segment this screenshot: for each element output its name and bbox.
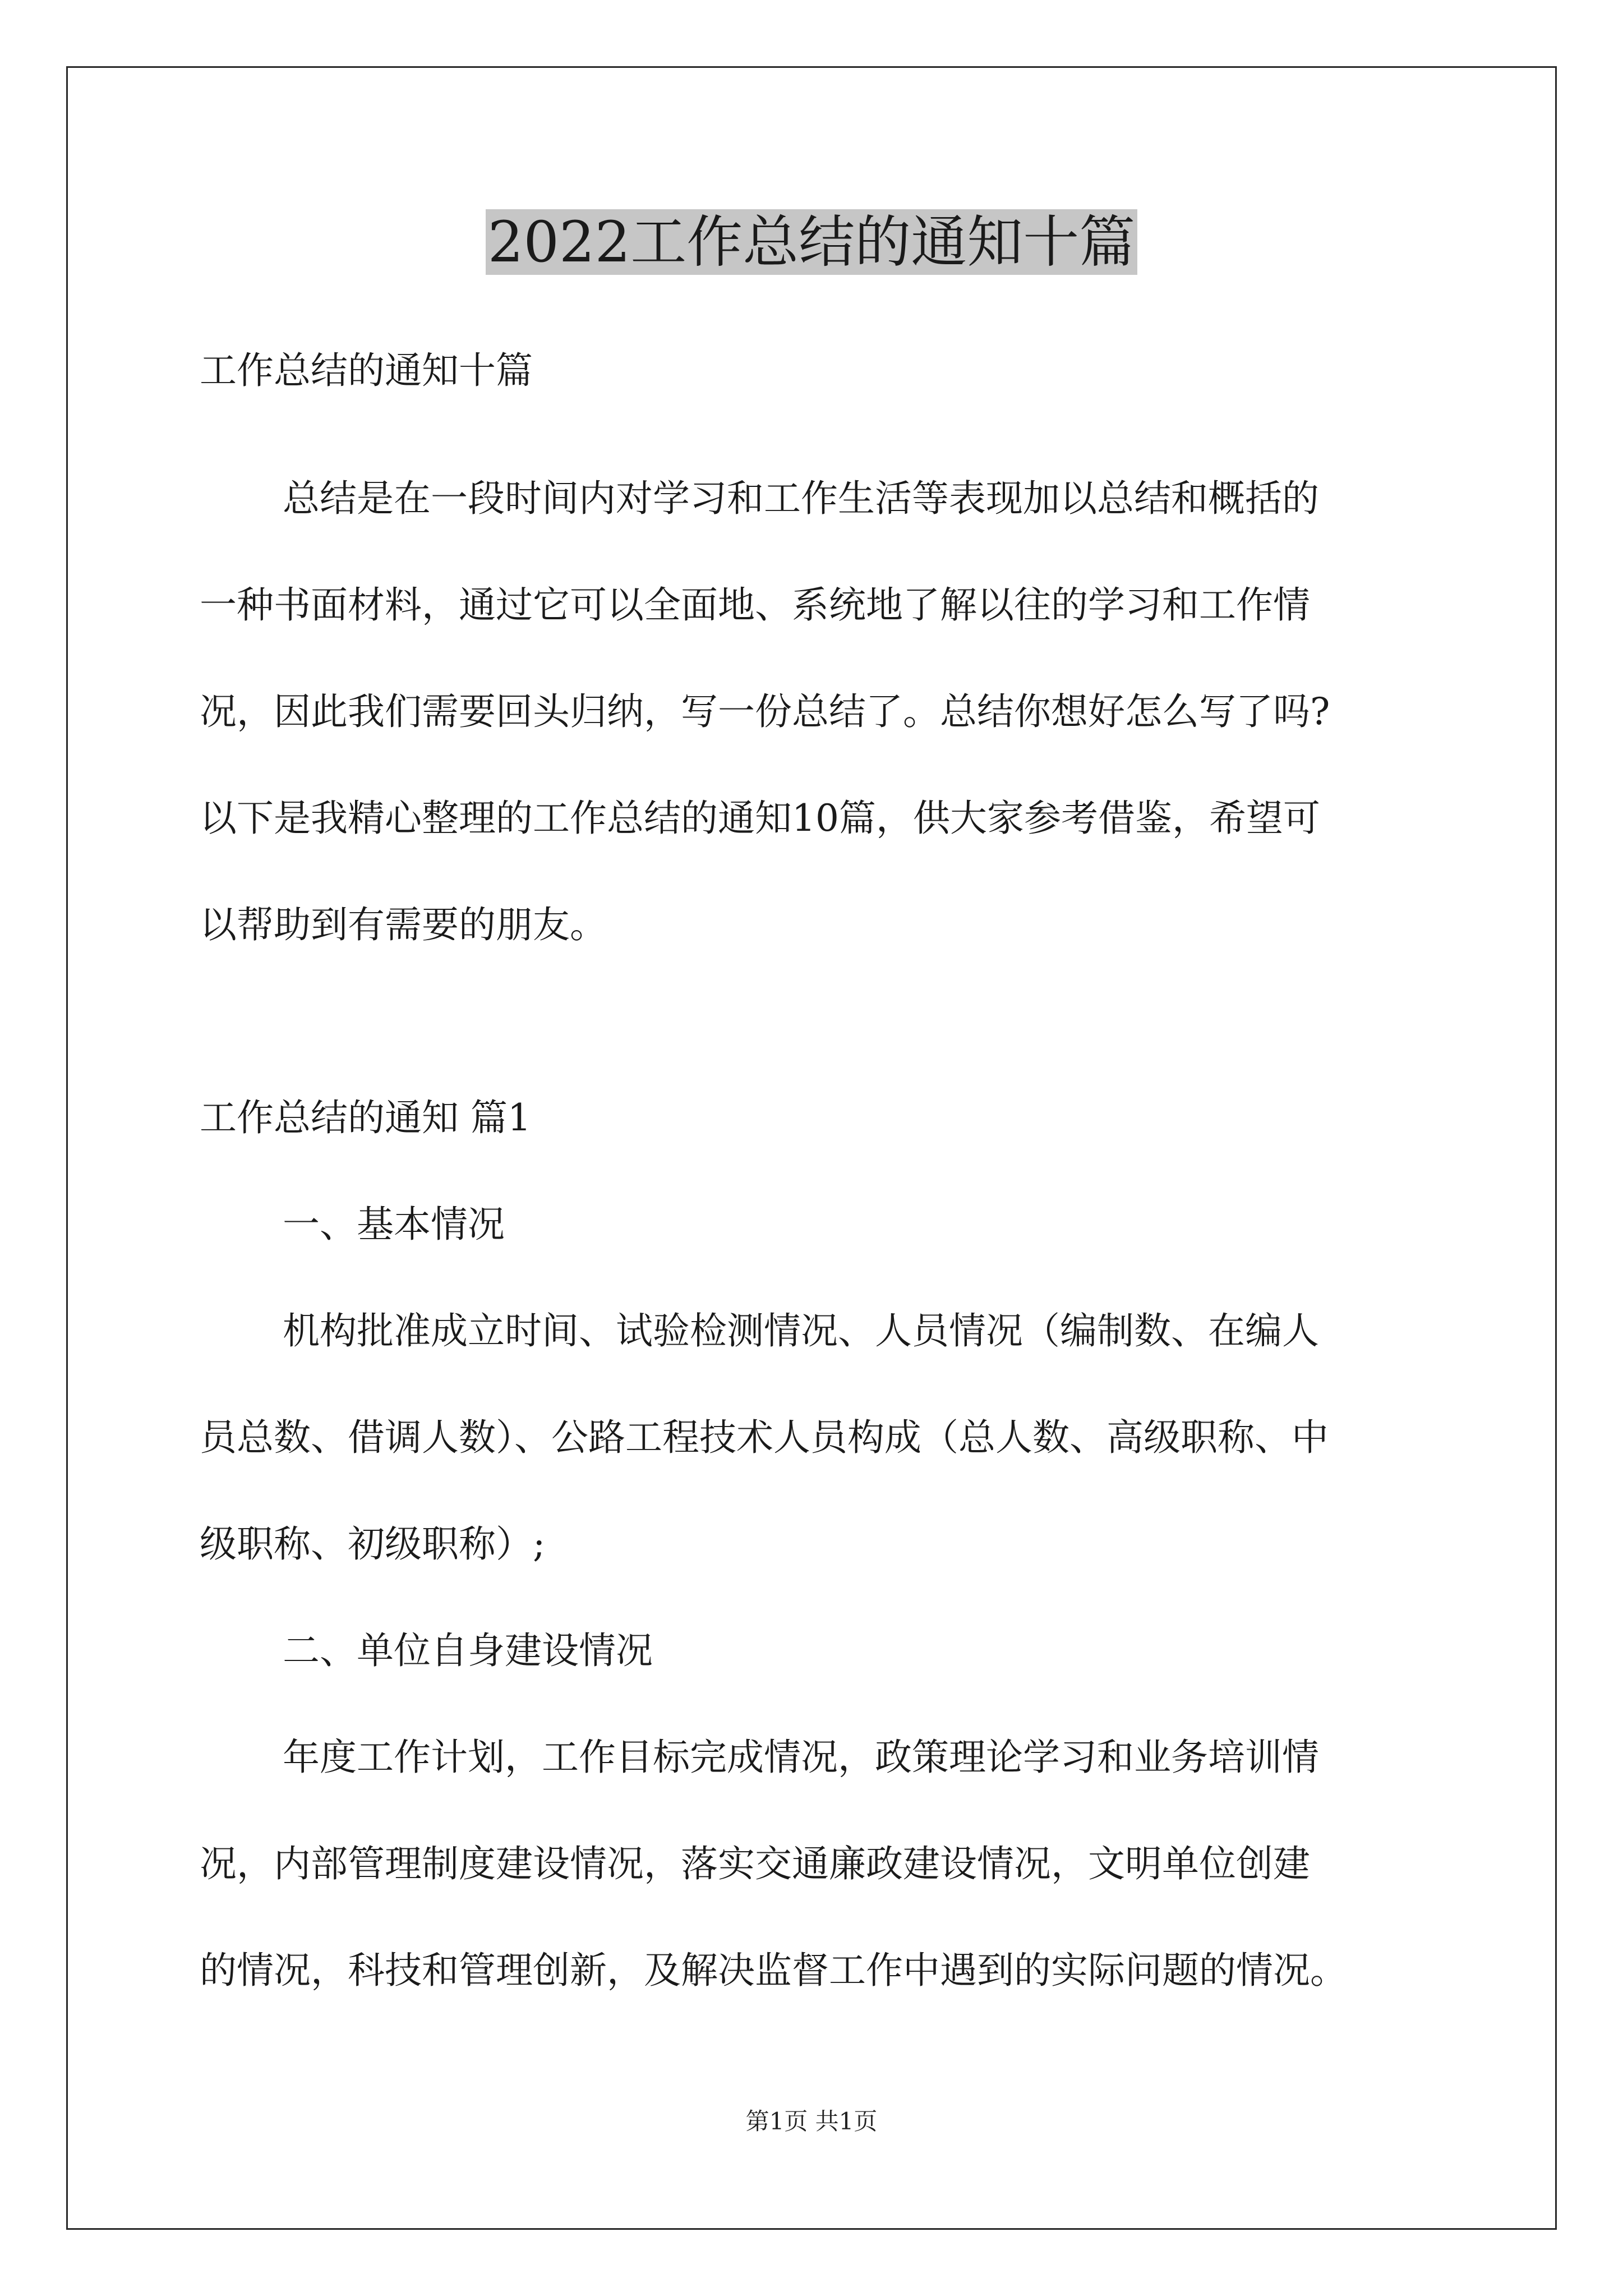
intro-line-4: 以下是我精心整理的工作总结的通知10篇，供大家参考借鉴，希望可 — [200, 797, 1320, 840]
item2-line-1: 年度工作计划，工作目标完成情况，政策理论学习和业务培训情 — [283, 1736, 1319, 1779]
item1-line-3: 级职称、初级职称）; — [200, 1522, 546, 1566]
document-title — [0, 203, 1623, 282]
item2-line-2: 况，内部管理制度建设情况，落实交通廉政建设情况，文明单位创建 — [200, 1842, 1310, 1885]
subtitle: 工作总结的通知十篇 — [200, 349, 533, 392]
intro-line-5: 以帮助到有需要的朋友。 — [200, 903, 607, 946]
item2-line-3: 的情况，科技和管理创新，及解决监督工作中遇到的实际问题的情况。 — [200, 1949, 1347, 1992]
section-heading: 工作总结的通知 篇1 — [200, 1096, 531, 1139]
intro-line-1: 总结是在一段时间内对学习和工作生活等表现加以总结和概括的 — [283, 477, 1319, 520]
page-footer: 第1页 共1页 — [745, 2108, 878, 2135]
document-body — [200, 318, 1435, 2024]
intro-line-2: 一种书面材料，通过它可以全面地、系统地了解以往的学习和工作情 — [200, 583, 1310, 627]
document-title-text: 2022工作总结的通知十篇 — [486, 209, 1138, 275]
intro-line-3: 况，因此我们需要回头归纳，写一份总结了。总结你想好怎么写了吗? — [200, 690, 1330, 733]
item2-heading: 二、单位自身建设情况 — [283, 1629, 653, 1672]
item1-line-2: 员总数、借调人数）、公路工程技术人员构成（总人数、高级职称、中 — [200, 1416, 1329, 1459]
item1-line-1: 机构批准成立时间、试验检测情况、人员情况（编制数、在编人 — [283, 1309, 1319, 1352]
item1-heading: 一、基本情况 — [283, 1203, 505, 1246]
